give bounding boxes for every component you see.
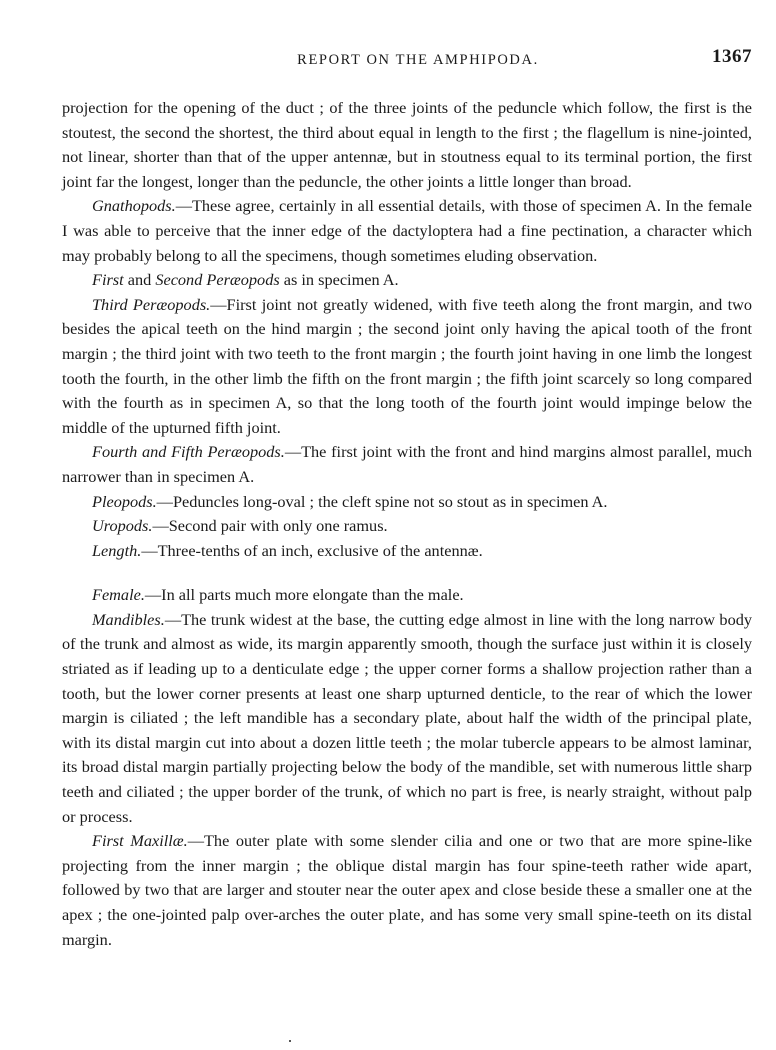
paragraph-length bbox=[62, 539, 752, 564]
paragraph-peduncle-continued bbox=[62, 96, 752, 194]
paragraph-heading: Female. bbox=[92, 585, 145, 605]
paragraph-heading: Gnathopods. bbox=[92, 196, 176, 216]
paragraph-text: as in specimen A. bbox=[279, 270, 399, 290]
paragraph-connector: and bbox=[123, 270, 156, 290]
paragraph-heading: Mandibles. bbox=[92, 609, 165, 629]
paragraph-text: —These agree, certainly in all essential details, with those of specimen A. In the female I was able to perceive that the inner edge of the dactyloptera had a fine pectination, a character which may probably belong to all the specimens, though sometimes eluding observation. bbox=[62, 196, 752, 265]
paragraph-text: —Three-tenths of an inch, exclusive of the antennæ. bbox=[141, 540, 483, 560]
body-text bbox=[62, 96, 752, 952]
paragraph-first-maxillae bbox=[62, 829, 752, 952]
paragraph-gnathopods bbox=[62, 194, 752, 268]
paragraph-text: projection for the opening of the duct ; of the three joints of the peduncle which follow, the first is the stoutest, the second the shortest, the third about equal in length to the first ; the flagellum is nine-jointed, not linear, shorter than that of the upper antennæ, but in stoutness equal to its terminal portion, the first joint far the longest, longer than the peduncle, the other joints a little longer than broad. bbox=[62, 98, 752, 191]
paragraph-text: —The first joint with the front and hind margins almost parallel, much narrower than in specimen A. bbox=[62, 442, 752, 486]
paragraph-uropods bbox=[62, 514, 752, 539]
paragraph-third-peraeopods bbox=[62, 293, 752, 441]
paragraph-female bbox=[62, 583, 752, 608]
paragraph-heading: Length. bbox=[92, 540, 142, 560]
paragraph-heading: Third Peræopods. bbox=[92, 294, 211, 314]
paragraph-text: —First joint not greatly widened, with five teeth along the front margin, and two besides the apical teeth on the hind margin ; the second joint only having the apical tooth of the front margin ; the third joint with two teeth to the front margin ; the fourth joint having in one limb the longest tooth the fourth, in the other limb the fifth on the front margin ; the fifth joint scarcely so long compared with the fourth as in specimen A, so that the long tooth of the fourth joint would impinge below the middle of the upturned fifth joint. bbox=[62, 294, 752, 437]
paragraph-text: —Second pair with only one ramus. bbox=[152, 516, 388, 536]
print-speck bbox=[289, 1040, 291, 1042]
paragraph-first-second-peraeopods bbox=[62, 268, 752, 293]
paragraph-text: —Peduncles long-oval ; the cleft spine not so stout as in specimen A. bbox=[156, 491, 608, 511]
paragraph-fourth-fifth-peraeopods bbox=[62, 440, 752, 489]
paragraph-heading: First bbox=[92, 270, 124, 290]
page-header bbox=[62, 44, 752, 74]
paragraph-heading: Fourth and Fifth Peræopods. bbox=[92, 442, 285, 462]
paragraph-pleopods bbox=[62, 490, 752, 515]
paragraph-text: —The trunk widest at the base, the cutting edge almost in line with the long narrow body of the trunk and almost as wide, its margin apparently smooth, though the surface just within it is closely striated as if leading up to a denticulate edge ; the upper corner forms a shallow projection rather than a tooth, but the lower corner presents at least one sharp upturned denticle, to the rear of which the lower margin is ciliated ; the left mandible has a secondary plate, about half the width of the principal plate, with its distal margin cut into about a dozen little teeth ; the molar tubercle appears to be almost laminar, its broad distal margin partially projecting below the body of the mandible, set with numerous little sharp teeth and ciliated ; the upper border of the trunk, of which no part is free, is nearly straight, without palp or process. bbox=[62, 609, 752, 826]
paragraph-text: —In all parts much more elongate than the male. bbox=[144, 585, 464, 605]
paragraph-heading: Pleopods. bbox=[92, 491, 157, 511]
page-number: 1367 bbox=[712, 46, 752, 67]
paragraph-heading: Uropods. bbox=[92, 516, 153, 536]
paragraph-heading-second: Second Peræopods bbox=[155, 270, 280, 290]
paragraph-heading: First Maxillæ. bbox=[92, 831, 188, 851]
paragraph-text: —The outer plate with some slender cilia and one or two that are more spine-like projecting from the inner margin ; the oblique distal margin has four spine-teeth rather wide apart, followed by two that are larger and stouter near the outer apex and close beside these a smaller one at the apex ; the one-jointed palp over-arches the outer plate, and has some very small spine-teeth on its distal margin. bbox=[62, 831, 753, 949]
paragraph-mandibles bbox=[62, 608, 752, 829]
running-head: REPORT ON THE AMPHIPODA. bbox=[297, 52, 539, 68]
